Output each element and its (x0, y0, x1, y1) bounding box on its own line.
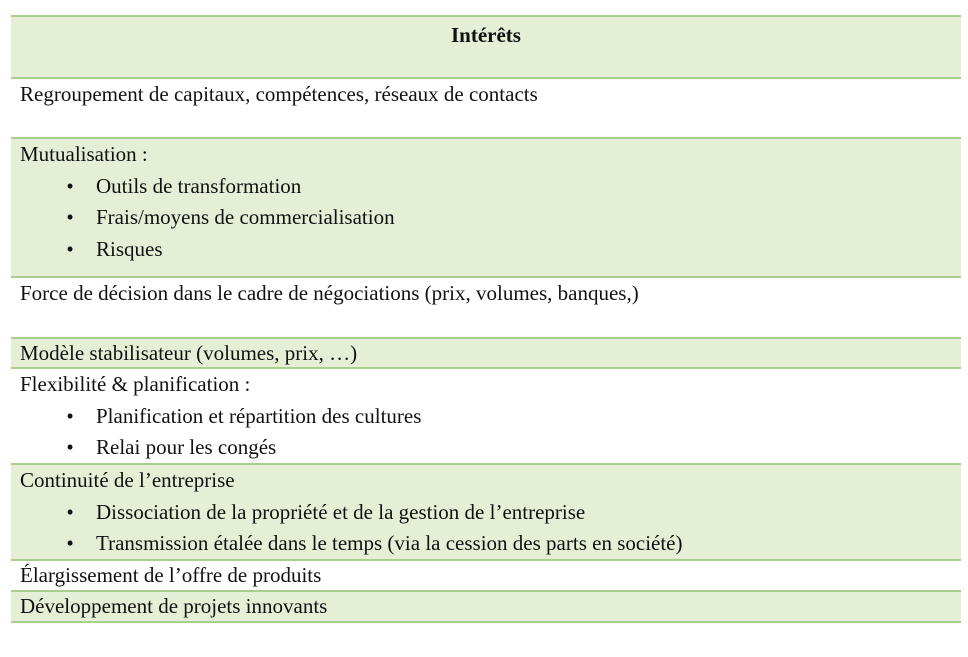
interets-table (11, 15, 961, 623)
table-row-4 (11, 337, 961, 367)
list-item: • Dissociation de la propriété et de la gestion de l’entreprise (20, 497, 961, 529)
bullet-list (20, 497, 961, 560)
bullet-icon: • (66, 531, 74, 555)
bullet-icon: • (66, 236, 74, 261)
list-item: • Outils de transformation (20, 171, 961, 203)
row-text: Élargissement de l’offre de produits (20, 563, 322, 587)
list-item: • Planification et répartition des cultures (20, 401, 961, 433)
row-text: Mutualisation : (20, 142, 148, 166)
table-row-1 (11, 77, 961, 137)
list-item: • Transmission étalée dans le temps (via la cession des parts en société) (20, 528, 961, 560)
list-item: • Risques (20, 234, 961, 266)
list-item: • Relai pour les congés (20, 432, 961, 464)
row-text: Force de décision dans le cadre de négociations (prix, volumes, banques,) (20, 281, 639, 305)
table-row-8 (11, 590, 961, 623)
row-text: Flexibilité & planification : (20, 372, 251, 396)
bullet-icon: • (66, 435, 74, 459)
table-row-7 (11, 559, 961, 590)
row-text: Développement de projets innovants (20, 594, 328, 618)
row-text: Continuité de l’entreprise (20, 468, 235, 492)
bullet-icon: • (66, 403, 74, 428)
bullet-list (20, 171, 961, 266)
bullet-icon: • (66, 499, 74, 524)
row-text: Regroupement de capitaux, compétences, réseaux de contacts (20, 82, 538, 106)
header-title: Intérêts (451, 23, 521, 47)
bullet-icon: • (66, 173, 74, 198)
table-header (11, 15, 961, 77)
bullet-list (20, 401, 961, 464)
row-text: Modèle stabilisateur (volumes, prix, …) (20, 341, 358, 365)
bullet-icon: • (66, 205, 74, 229)
table-row-2 (11, 137, 961, 276)
table-row-6 (11, 463, 961, 559)
list-item: • Frais/moyens de commercialisation (20, 202, 961, 234)
table-row-5 (11, 367, 961, 463)
table-row-3 (11, 276, 961, 337)
